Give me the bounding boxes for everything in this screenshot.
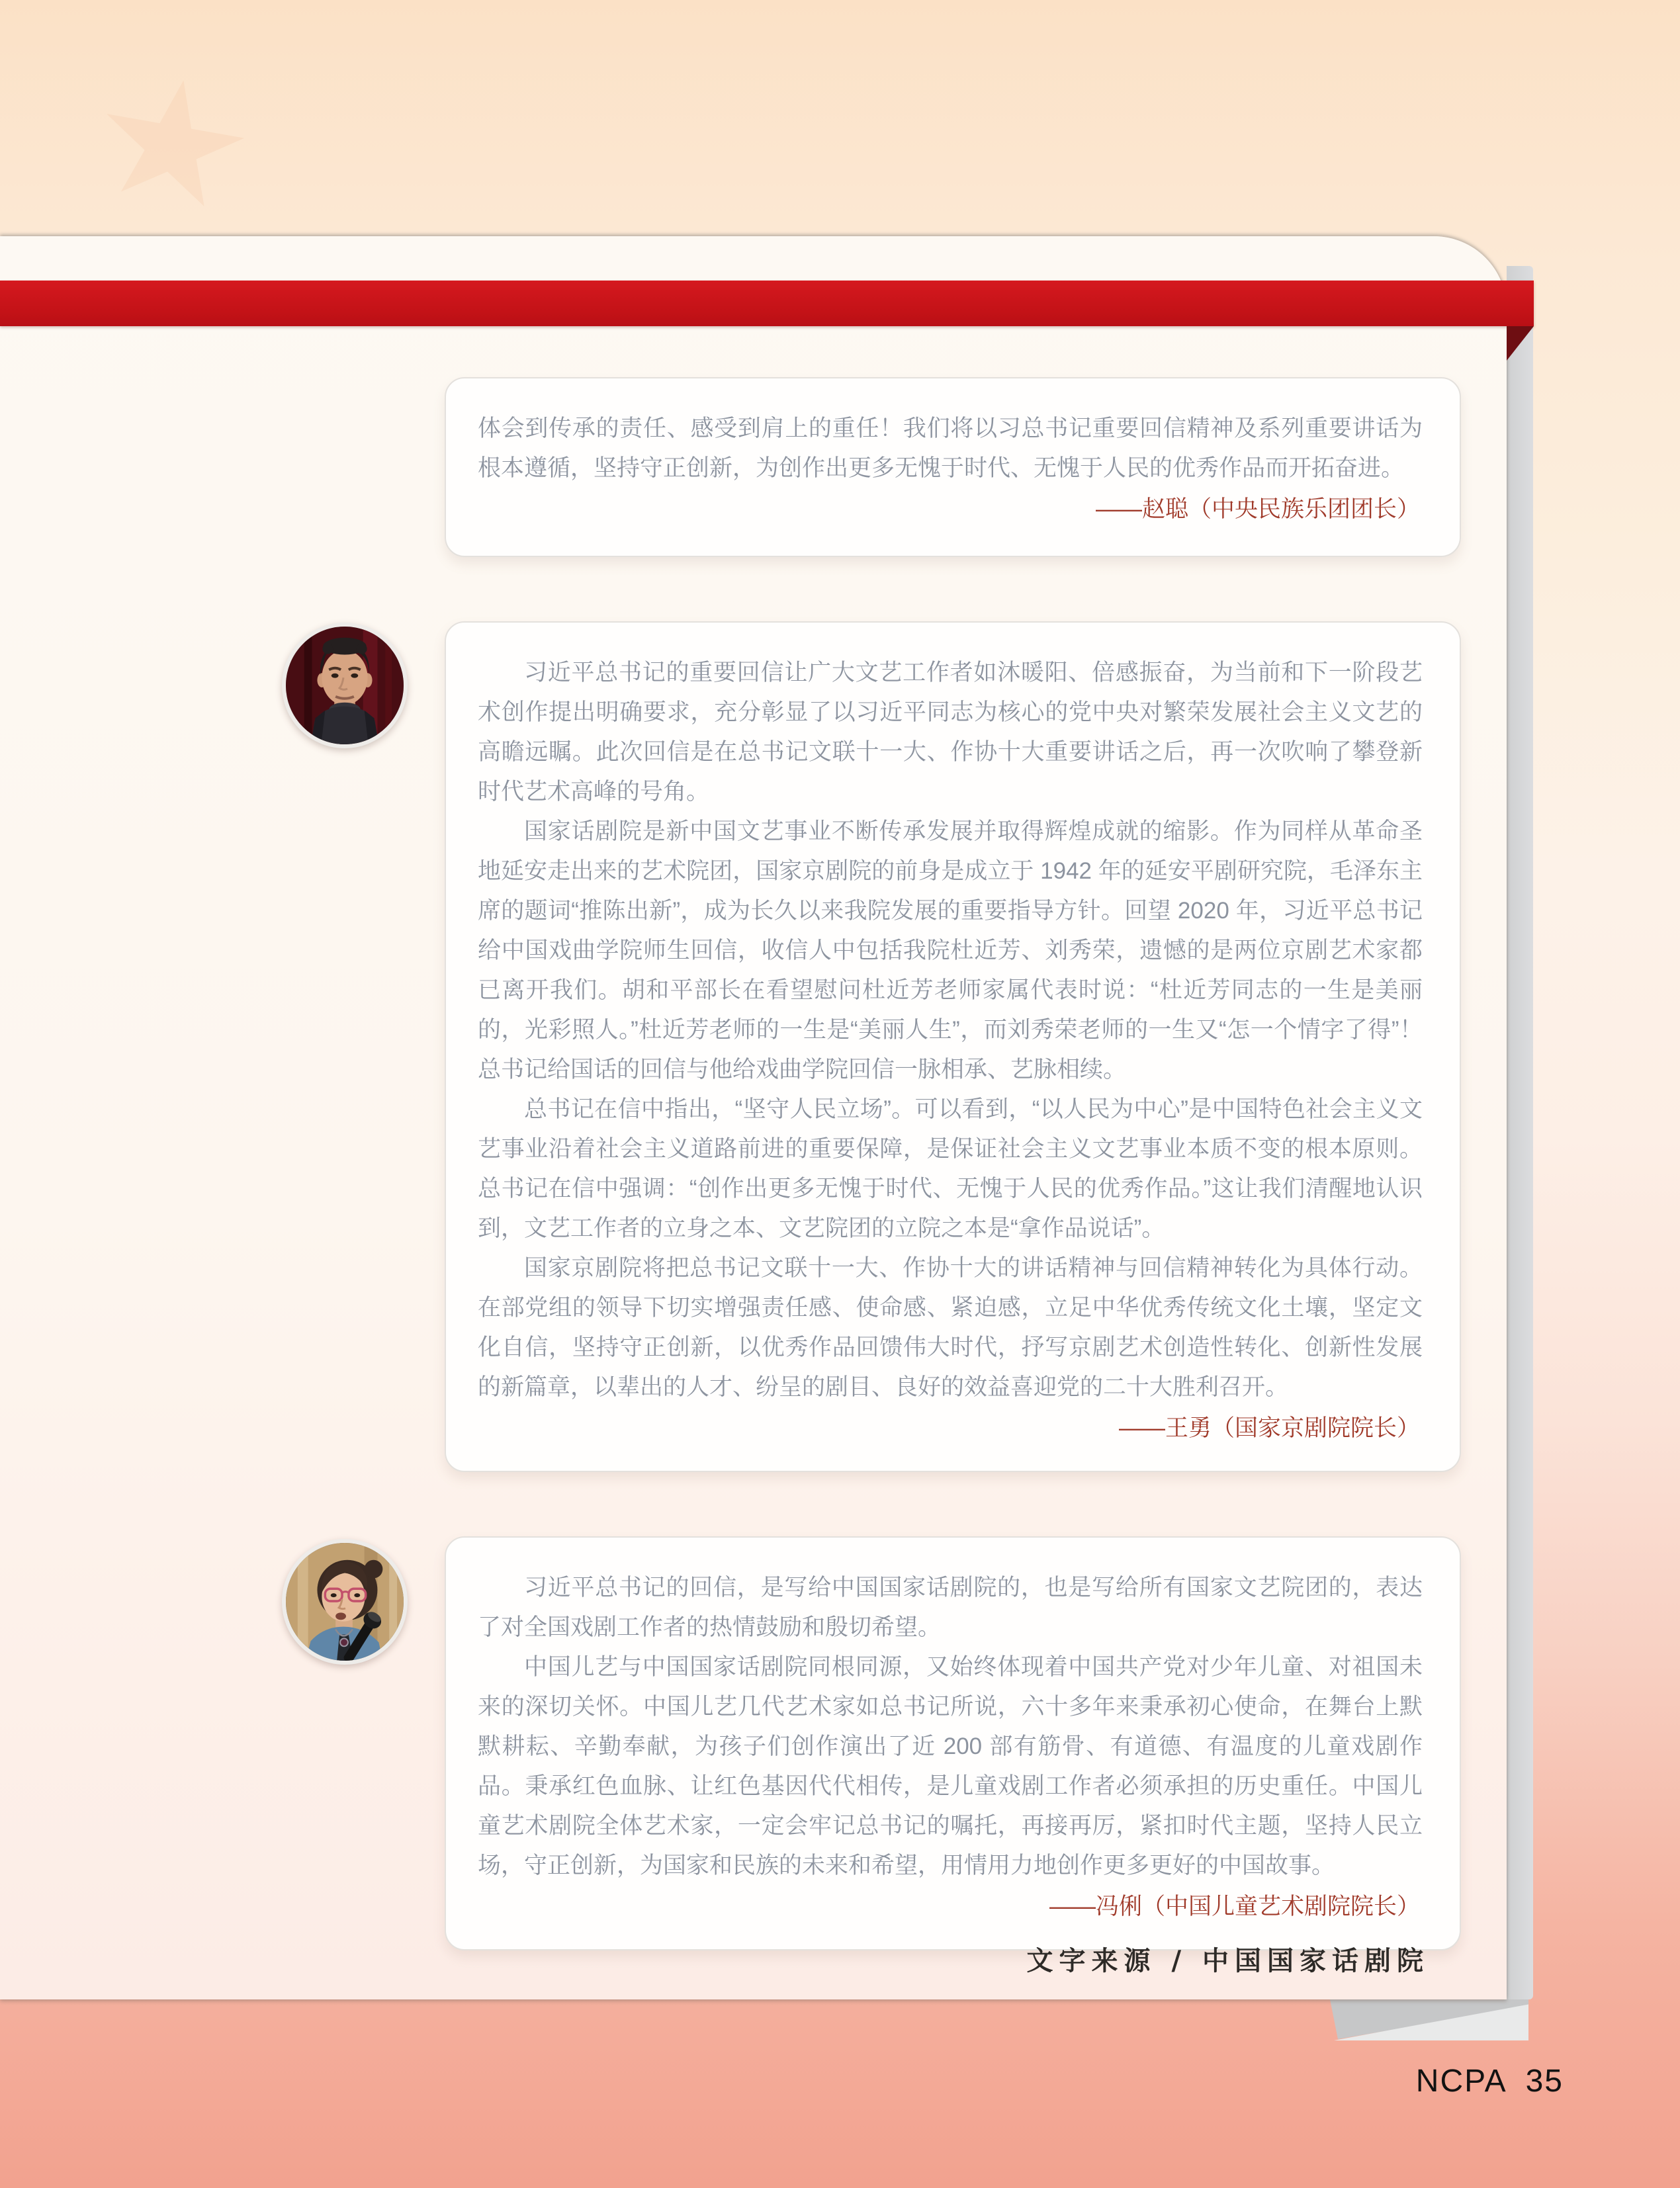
male-portrait-illustration: [286, 627, 404, 744]
quote-attribution: ——王勇（国家京剧院院长）: [1118, 1415, 1420, 1441]
quote-body: [478, 653, 1423, 1407]
background-star-watermark: [89, 67, 255, 223]
quote-paragraph: 习近平总书记的回信，是写给中国国家话剧院的，也是写给所有国家文艺院团的，表达了对全国戏剧工作者的热情鼓励和殷切希望。: [478, 1575, 1423, 1640]
text-source-credit: 文字来源 / 中国国家话剧院: [1026, 1945, 1429, 1976]
red-ribbon-banner: [0, 281, 1534, 326]
quote-paragraph: 习近平总书记的重要回信让广大文艺工作者如沐暖阳、倍感振奋，为当前和下一阶段艺术创作提出明确要求，充分彰显了以习近平同志为核心的党中央对繁荣发展社会主义文艺的高瞻远瞩。此次回信是在总书记文联十一大、作协十大重要讲话之后，再一次吹响了攀登新时代艺术高峰的号角。: [478, 660, 1423, 805]
feng-li-portrait-photo: [282, 1539, 408, 1665]
quote-card-zhao-cong: [445, 377, 1461, 557]
quote-paragraph: 总书记在信中指出，“坚守人民立场”。可以看到，“以人民为中心”是中国特色社会主义文艺事业沿着社会主义道路前进的重要保障，是保证社会主义文艺事业本质不变的根本原则。总书记在信中强调：“创作出更多无愧于时代、无愧于人民的优秀作品。”这让我们清醒地认识到，文艺工作者的立身之本、文艺院团的立院之本是“拿作品说话”。: [478, 1096, 1423, 1241]
female-portrait-illustration: [286, 1543, 404, 1661]
quote-paragraph: 中国儿艺与中国国家话剧院同根同源，又始终体现着中国共产党对少年儿童、对祖国未来的深切关怀。中国儿艺几代艺术家如总书记所说，六十多年来秉承初心使命，在舞台上默默耕耘、辛勤奉献，为孩子们创作演出了近 200 部有筋骨、有道德、有温度的儿童戏剧作品。秉承红色血脉、让红色基因代代相传，是儿童戏剧工作者必须承担的历史重任。中国儿童艺术剧院全体艺术家，一定会牢记总书记的嘱托，再接再厉，紧扣时代主题，坚持人民立场，守正创新，为国家和民族的未来和希望，用情用力地创作更多更好的中国故事。: [478, 1654, 1423, 1878]
quote-paragraph: 国家京剧院将把总书记文联十一大、作协十大的讲话精神与回信精神转化为具体行动。在部党组的领导下切实增强责任感、使命感、紧迫感，立足中华优秀传统文化土壤，坚定文化自信，坚持守正创新，以优秀作品回馈伟大时代，抒写京剧艺术创造性转化、创新性发展的新篇章，以辈出的人才、纷呈的剧目、良好的效益喜迎党的二十大胜利召开。: [478, 1255, 1423, 1400]
quote-body: [478, 409, 1423, 488]
quote-card-feng-li: [445, 1536, 1461, 1950]
stacked-page-edge: [1507, 266, 1533, 1999]
wang-yong-portrait-photo: [282, 623, 408, 748]
quote-attribution: ——冯俐（中国儿童艺术剧院院长）: [1049, 1894, 1420, 1919]
quote-paragraph: 体会到传承的责任、感受到肩上的重任！我们将以习总书记重要回信精神及系列重要讲话为根本遵循，坚持守正创新，为创作出更多无愧于时代、无愧于人民的优秀作品而开拓奋进。: [478, 416, 1423, 481]
quote-card-wang-yong: [445, 621, 1461, 1472]
page-number-label: NCPA 35: [1415, 2064, 1564, 2099]
quote-paragraph: 国家话剧院是新中国文艺事业不断传承发展并取得辉煌成就的缩影。作为同样从革命圣地延安走出来的艺术院团，国家京剧院的前身是成立于 1942 年的延安平剧研究院，毛泽东主席的题词“推陈出新”，成为长久以来我院发展的重要指导方针。回望 2020 年，习近平总书记给中国戏曲学院师生回信，收信人中包括我院杜近芳、刘秀荣，遗憾的是两位京剧艺术家都已离开我们。胡和平部长在看望慰问杜近芳老师家属代表时说：“杜近芳同志的一生是美丽的，光彩照人。”杜近芳老师的一生是“美丽人生”，而刘秀荣老师的一生又“怎一个情字了得”！总书记给国话的回信与他给戏曲学院回信一脉相承、艺脉相续。: [478, 818, 1423, 1082]
quote-body: [478, 1568, 1423, 1886]
quote-attribution: ——赵聪（中央民族乐团团长）: [1095, 496, 1420, 522]
